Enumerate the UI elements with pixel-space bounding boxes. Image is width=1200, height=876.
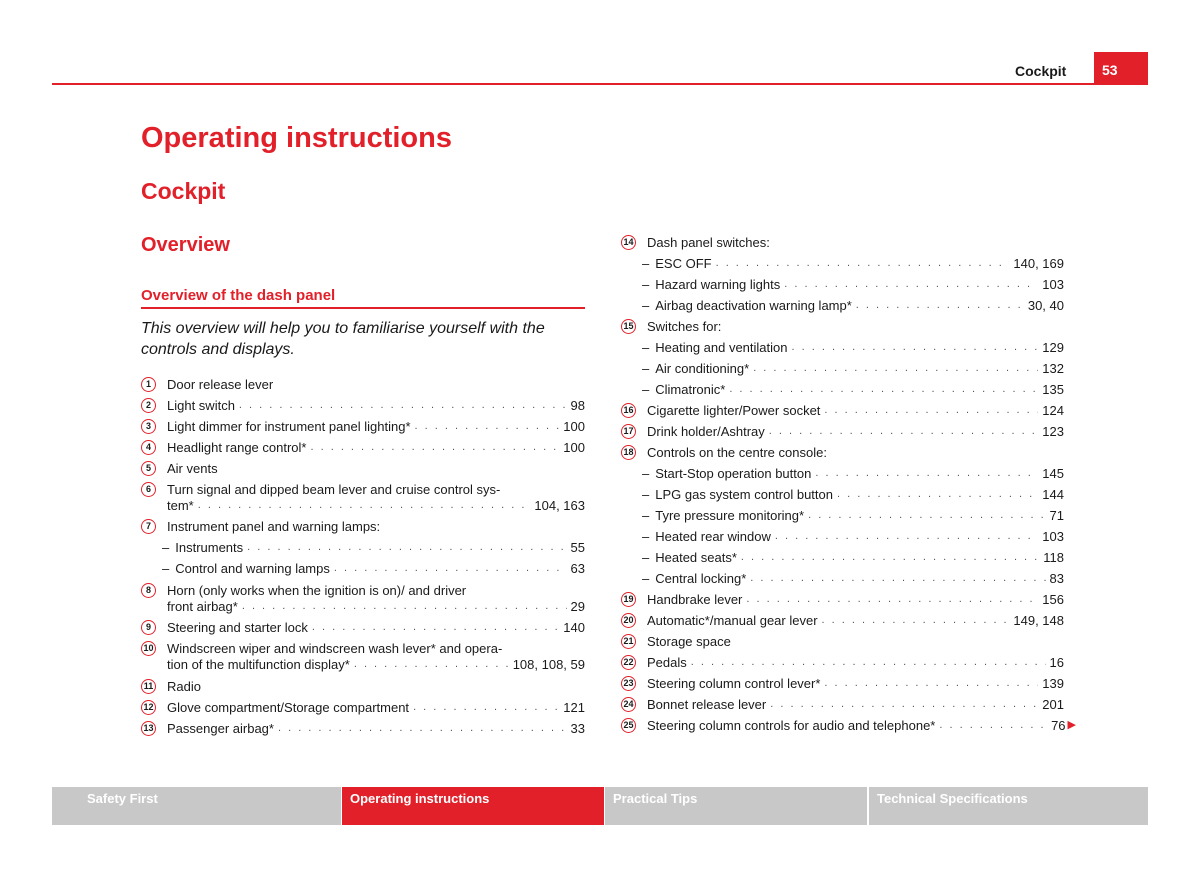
footer-tab-label: Technical Specifications bbox=[877, 791, 1028, 806]
sub-item-label: Heated rear window bbox=[655, 529, 771, 544]
page-reference: 156 bbox=[1042, 592, 1064, 607]
item-number-badge: 7 bbox=[141, 519, 156, 534]
sub-item-label: Airbag deactivation warning lamp* bbox=[655, 298, 852, 313]
sub-item-label: LPG gas system control button bbox=[655, 487, 833, 502]
dot-leader bbox=[716, 254, 1010, 273]
item-label: Instrument panel and warning lamps: bbox=[167, 519, 381, 534]
page-reference: 98 bbox=[570, 398, 585, 413]
dot-leader bbox=[815, 464, 1038, 483]
item-number-badge: 16 bbox=[621, 403, 636, 418]
item-label: front airbag* bbox=[167, 599, 238, 614]
page-reference: 140, 169 bbox=[1013, 256, 1064, 271]
dash-bullet: – bbox=[642, 550, 650, 565]
item-number-badge: 1 bbox=[141, 377, 156, 392]
item-label: Steering column controls for audio and telephone* bbox=[647, 718, 936, 733]
chapter-title: Operating instructions bbox=[141, 122, 452, 154]
item-label: Glove compartment/Storage compartment bbox=[167, 700, 410, 715]
item-number-badge: 2 bbox=[141, 398, 156, 413]
dot-leader bbox=[413, 698, 559, 717]
dot-leader bbox=[278, 719, 567, 738]
topic-title: Overview of the dash panel bbox=[141, 287, 336, 304]
dot-leader bbox=[856, 296, 1024, 315]
sub-item-label: ESC OFF bbox=[655, 256, 712, 271]
header-section-title: Cockpit bbox=[1015, 63, 1067, 79]
dot-leader bbox=[729, 380, 1038, 399]
item-label: Automatic*/manual gear lever bbox=[647, 613, 818, 628]
dot-leader bbox=[312, 618, 559, 637]
dot-leader bbox=[354, 655, 509, 674]
item-number-badge: 10 bbox=[141, 641, 156, 656]
header-rule bbox=[52, 83, 1148, 85]
item-number-badge: 24 bbox=[621, 697, 636, 712]
page-reference: 123 bbox=[1042, 424, 1064, 439]
page-reference: 103 bbox=[1042, 529, 1064, 544]
dot-leader bbox=[198, 496, 531, 515]
item-number-badge: 14 bbox=[621, 235, 636, 250]
sub-item-label: Heating and ventilation bbox=[655, 340, 788, 355]
page-reference: 139 bbox=[1042, 676, 1064, 691]
sub-item-label: Tyre pressure monitoring* bbox=[655, 508, 805, 523]
item-number-badge: 13 bbox=[141, 721, 156, 736]
item-number-badge: 5 bbox=[141, 461, 156, 476]
dot-leader bbox=[824, 401, 1038, 420]
item-label: tem* bbox=[167, 498, 194, 513]
footer-tab-technical-specifications[interactable] bbox=[869, 787, 1148, 825]
dot-leader bbox=[775, 527, 1038, 546]
page-reference: 55 bbox=[570, 540, 585, 555]
dash-bullet: – bbox=[162, 561, 170, 576]
dot-leader bbox=[792, 338, 1039, 357]
dot-leader bbox=[741, 548, 1039, 567]
page-reference: 124 bbox=[1042, 403, 1064, 418]
page-number: 53 bbox=[1094, 52, 1148, 85]
dot-leader bbox=[334, 559, 567, 578]
section-title: Cockpit bbox=[141, 178, 226, 204]
dash-bullet: – bbox=[642, 487, 650, 502]
page-reference: 76 bbox=[1051, 718, 1066, 733]
dot-leader bbox=[824, 674, 1038, 693]
page-reference: 103 bbox=[1042, 277, 1064, 292]
sub-item-label: Central locking* bbox=[655, 571, 747, 586]
item-label: Switches for: bbox=[647, 319, 722, 334]
item-label: Steering and starter lock bbox=[167, 620, 308, 635]
item-label-line1: Windscreen wiper and windscreen wash lever* and opera- bbox=[167, 641, 503, 656]
footer-tab-operating-instructions[interactable] bbox=[342, 787, 604, 825]
page-reference: 132 bbox=[1042, 361, 1064, 376]
item-number-badge: 6 bbox=[141, 482, 156, 497]
item-number-badge: 19 bbox=[621, 592, 636, 607]
sub-item-label: Air conditioning* bbox=[655, 361, 750, 376]
page-reference: 104, 163 bbox=[534, 498, 585, 513]
footer-tab-practical-tips[interactable] bbox=[605, 787, 867, 825]
dot-leader bbox=[808, 506, 1045, 525]
dot-leader bbox=[242, 597, 567, 616]
item-number-badge: 15 bbox=[621, 319, 636, 334]
item-number-badge: 11 bbox=[141, 679, 156, 694]
item-number-badge: 18 bbox=[621, 445, 636, 460]
page-reference: 100 bbox=[563, 419, 585, 434]
page-reference: 145 bbox=[1042, 466, 1064, 481]
item-label: tion of the multifunction display* bbox=[167, 657, 350, 672]
dot-leader bbox=[746, 590, 1038, 609]
dot-leader bbox=[753, 359, 1038, 378]
item-label-line1: Horn (only works when the ignition is on)/ and driver bbox=[167, 583, 467, 598]
sub-item-label: Instruments bbox=[175, 540, 244, 555]
page-reference: 144 bbox=[1042, 487, 1064, 502]
item-label: Storage space bbox=[647, 634, 731, 649]
dash-bullet: – bbox=[642, 382, 650, 397]
dot-leader bbox=[415, 417, 560, 436]
page-reference: 140 bbox=[563, 620, 585, 635]
page-reference: 118 bbox=[1043, 550, 1064, 565]
sub-item-label: Climatronic* bbox=[655, 382, 726, 397]
page-reference: 63 bbox=[570, 561, 585, 576]
page-reference: 121 bbox=[563, 700, 585, 715]
page-reference: 30, 40 bbox=[1027, 298, 1064, 313]
dot-leader bbox=[784, 275, 1038, 294]
page-reference: 16 bbox=[1049, 655, 1064, 670]
item-label: Cigarette lighter/Power socket bbox=[647, 403, 821, 418]
item-label-line1: Turn signal and dipped beam lever and cruise control sys- bbox=[167, 482, 501, 497]
continue-arrow-icon: ▶ bbox=[1067, 719, 1076, 731]
dash-bullet: – bbox=[642, 508, 650, 523]
item-number-badge: 17 bbox=[621, 424, 636, 439]
item-label: Light dimmer for instrument panel lighting* bbox=[167, 419, 411, 434]
dash-bullet: – bbox=[642, 277, 650, 292]
item-label: Radio bbox=[167, 679, 201, 694]
page-reference: 108, 108, 59 bbox=[512, 657, 585, 672]
item-number-badge: 3 bbox=[141, 419, 156, 434]
item-number-badge: 25 bbox=[621, 718, 636, 733]
intro-line-1: This overview will help you to familiarise yourself with the bbox=[141, 320, 545, 337]
dash-bullet: – bbox=[642, 466, 650, 481]
intro-line-2: controls and displays. bbox=[141, 341, 295, 358]
dash-bullet: – bbox=[642, 340, 650, 355]
dash-panel-list-right bbox=[621, 233, 1076, 743]
page-reference: 29 bbox=[570, 599, 585, 614]
item-label: Steering column control lever* bbox=[647, 676, 821, 691]
subsection-title: Overview bbox=[141, 234, 230, 256]
page-reference: 135 bbox=[1042, 382, 1064, 397]
dot-leader bbox=[770, 695, 1038, 714]
item-number-badge: 9 bbox=[141, 620, 156, 635]
item-label: Door release lever bbox=[167, 377, 274, 392]
item-label: Air vents bbox=[167, 461, 218, 476]
item-label: Bonnet release lever bbox=[647, 697, 767, 712]
dot-leader bbox=[239, 396, 567, 415]
page-reference: 71 bbox=[1049, 508, 1064, 523]
dash-bullet: – bbox=[642, 361, 650, 376]
page-reference: 149, 148 bbox=[1013, 613, 1064, 628]
item-label: Drink holder/Ashtray bbox=[647, 424, 765, 439]
page-reference: 129 bbox=[1042, 340, 1064, 355]
item-label: Headlight range control* bbox=[167, 440, 307, 455]
item-number-badge: 22 bbox=[621, 655, 636, 670]
dash-panel-list-left bbox=[141, 375, 585, 745]
topic-rule bbox=[141, 307, 585, 309]
item-number-badge: 21 bbox=[621, 634, 636, 649]
item-label: Pedals bbox=[647, 655, 687, 670]
item-number-badge: 12 bbox=[141, 700, 156, 715]
footer-tab-label: Safety First bbox=[87, 791, 158, 806]
dot-leader bbox=[939, 716, 1047, 735]
item-number-badge: 20 bbox=[621, 613, 636, 628]
item-number-badge: 8 bbox=[141, 583, 156, 598]
dot-leader bbox=[247, 538, 566, 557]
sub-item-label: Heated seats* bbox=[655, 550, 737, 565]
page-reference: 100 bbox=[563, 440, 585, 455]
item-label: Passenger airbag* bbox=[167, 721, 274, 736]
item-label: Dash panel switches: bbox=[647, 235, 770, 250]
dot-leader bbox=[822, 611, 1010, 630]
dot-leader bbox=[691, 653, 1046, 672]
item-number-badge: 23 bbox=[621, 676, 636, 691]
page-reference: 83 bbox=[1049, 571, 1064, 586]
dash-bullet: – bbox=[642, 298, 650, 313]
intro-text bbox=[141, 318, 585, 360]
dot-leader bbox=[837, 485, 1038, 504]
footer-tab-label: Operating instructions bbox=[350, 791, 490, 806]
sub-item-label: Hazard warning lights bbox=[655, 277, 781, 292]
dot-leader bbox=[769, 422, 1039, 441]
sub-item-label: Control and warning lamps bbox=[175, 561, 330, 576]
item-label: Controls on the centre console: bbox=[647, 445, 827, 460]
dash-bullet: – bbox=[162, 540, 170, 555]
page-reference: 33 bbox=[570, 721, 585, 736]
item-label: Handbrake lever bbox=[647, 592, 743, 607]
dot-leader bbox=[750, 569, 1045, 588]
dash-bullet: – bbox=[642, 529, 650, 544]
footer-tab-label: Practical Tips bbox=[613, 791, 698, 806]
dot-leader bbox=[310, 438, 559, 457]
dash-bullet: – bbox=[642, 256, 650, 271]
page-reference: 201 bbox=[1042, 697, 1064, 712]
item-number-badge: 4 bbox=[141, 440, 156, 455]
dash-bullet: – bbox=[642, 571, 650, 586]
sub-item-label: Start-Stop operation button bbox=[655, 466, 812, 481]
footer-tab-safety-first[interactable] bbox=[52, 787, 341, 825]
item-label: Light switch bbox=[167, 398, 235, 413]
